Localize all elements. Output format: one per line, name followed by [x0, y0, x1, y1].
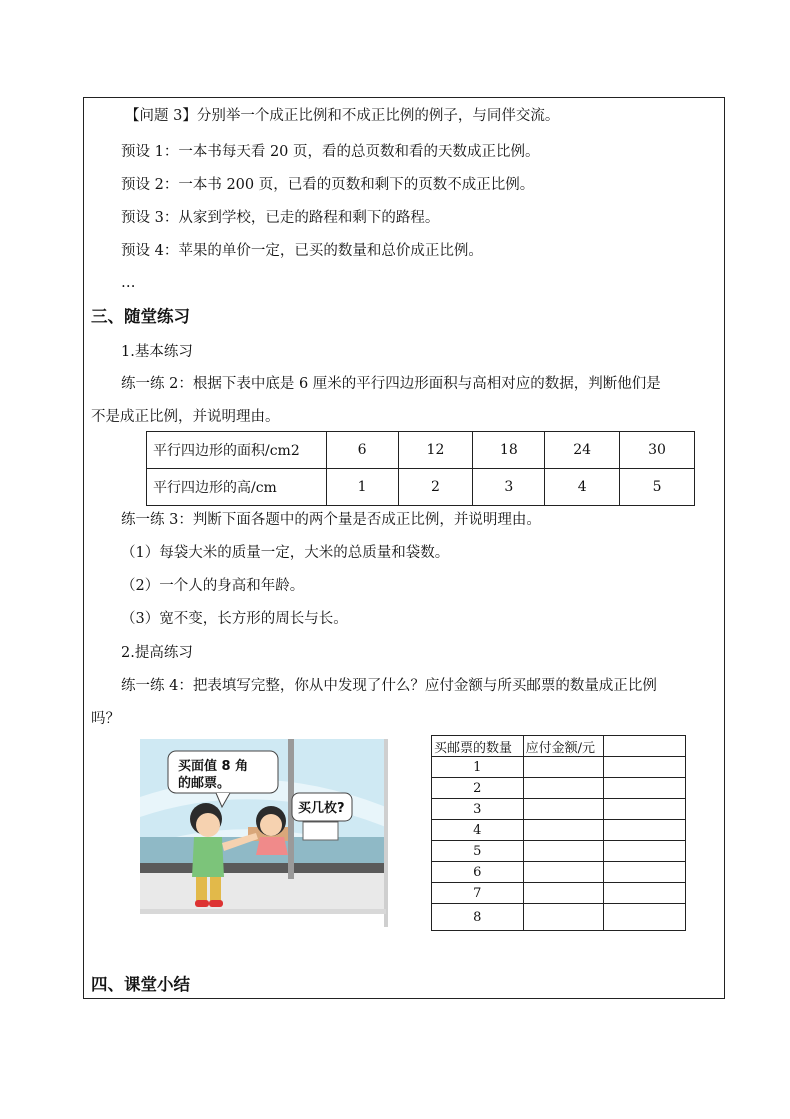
quantity-cell: 4 [432, 820, 524, 841]
preset-1: 预设 1：一本书每天看 20 页，看的总页数和看的天数成正比例。 [121, 144, 540, 160]
blank-cell[interactable] [604, 799, 686, 820]
amount-cell[interactable] [523, 799, 604, 820]
blank-cell[interactable] [604, 820, 686, 841]
amount-cell[interactable] [523, 841, 604, 862]
ellipsis: … [121, 275, 136, 291]
table-row [147, 469, 695, 506]
table-cell: 12 [398, 432, 473, 469]
table-row [432, 883, 686, 904]
header-quantity: 买邮票的数量 [432, 736, 524, 757]
amount-cell[interactable] [523, 883, 604, 904]
blank-cell[interactable] [604, 778, 686, 799]
exercise-3-item-1: （1）每袋大米的质量一定，大米的总质量和袋数。 [121, 545, 450, 561]
blank-cell[interactable] [604, 757, 686, 778]
blank-cell[interactable] [604, 904, 686, 931]
table-cell: 24 [545, 432, 620, 469]
table-cell: 30 [620, 432, 695, 469]
table-row [147, 432, 695, 469]
table-cell: 18 [473, 432, 545, 469]
quantity-cell: 6 [432, 862, 524, 883]
table-row [432, 862, 686, 883]
blank-cell[interactable] [604, 841, 686, 862]
exercise-4-line-2: 吗？ [91, 711, 120, 727]
stamp-price-table [431, 735, 686, 931]
quantity-cell: 3 [432, 799, 524, 820]
table-row [432, 820, 686, 841]
quantity-cell: 2 [432, 778, 524, 799]
boy-speech-line-2: 的邮票。 [178, 776, 231, 791]
row-label: 平行四边形的面积/cm2 [147, 432, 327, 469]
exercise-3-item-2: （2）一个人的身高和年龄。 [121, 578, 305, 594]
quantity-cell: 8 [432, 904, 524, 931]
amount-cell[interactable] [523, 820, 604, 841]
table-row [432, 841, 686, 862]
amount-cell[interactable] [523, 862, 604, 883]
amount-cell[interactable] [523, 757, 604, 778]
row-label: 平行四边形的高/cm [147, 469, 327, 506]
amount-cell[interactable] [523, 778, 604, 799]
boy-speech-line-1: 买面值 8 角 [178, 759, 249, 774]
exercise-3-item-3: （3）宽不变，长方形的周长与长。 [121, 611, 348, 627]
table-cell: 2 [398, 469, 473, 506]
amount-cell[interactable] [523, 904, 604, 931]
blank-cell[interactable] [604, 883, 686, 904]
girl-speech: 买几枚? [298, 801, 345, 816]
exercise-2-line-2: 不是成正比例，并说明理由。 [91, 409, 280, 425]
quantity-cell: 7 [432, 883, 524, 904]
post-office-scene-image [138, 737, 390, 928]
section-3-title: 三、随堂练习 [91, 307, 190, 326]
blank-cell[interactable] [604, 862, 686, 883]
table-row [432, 757, 686, 778]
advanced-practice-title: 2.提高练习 [121, 645, 193, 661]
quantity-cell: 5 [432, 841, 524, 862]
section-4-title: 四、课堂小结 [91, 975, 190, 994]
quantity-cell: 1 [432, 757, 524, 778]
preset-4: 预设 4：苹果的单价一定，已买的数量和总价成正比例。 [121, 243, 483, 259]
parallelogram-table [146, 431, 695, 506]
basic-practice-title: 1.基本练习 [121, 344, 193, 360]
table-row [432, 904, 686, 931]
header-blank [604, 736, 686, 757]
table-cell: 1 [326, 469, 398, 506]
table-header-row [432, 736, 686, 757]
table-cell: 4 [545, 469, 620, 506]
exercise-2-line-1: 练一练 2：根据下表中底是 6 厘米的平行四边形面积与高相对应的数据，判断他们是 [121, 376, 661, 392]
post-office-illustration [138, 737, 390, 928]
exercise-3: 练一练 3：判断下面各题中的两个量是否成正比例，并说明理由。 [121, 512, 541, 528]
header-amount: 应付金额/元 [523, 736, 604, 757]
exercise-4-line-1: 练一练 4：把表填写完整，你从中发现了什么？应付金额与所买邮票的数量成正比例 [121, 678, 657, 694]
problem-3: 【问题 3】分别举一个成正比例和不成正比例的例子，与同伴交流。 [125, 108, 560, 124]
table-cell: 6 [326, 432, 398, 469]
preset-3: 预设 3：从家到学校，已走的路程和剩下的路程。 [121, 210, 440, 226]
table-cell: 5 [620, 469, 695, 506]
table-row [432, 778, 686, 799]
table-row [432, 799, 686, 820]
table-cell: 3 [473, 469, 545, 506]
preset-2: 预设 2：一本书 200 页，已看的页数和剩下的页数不成正比例。 [121, 177, 535, 193]
